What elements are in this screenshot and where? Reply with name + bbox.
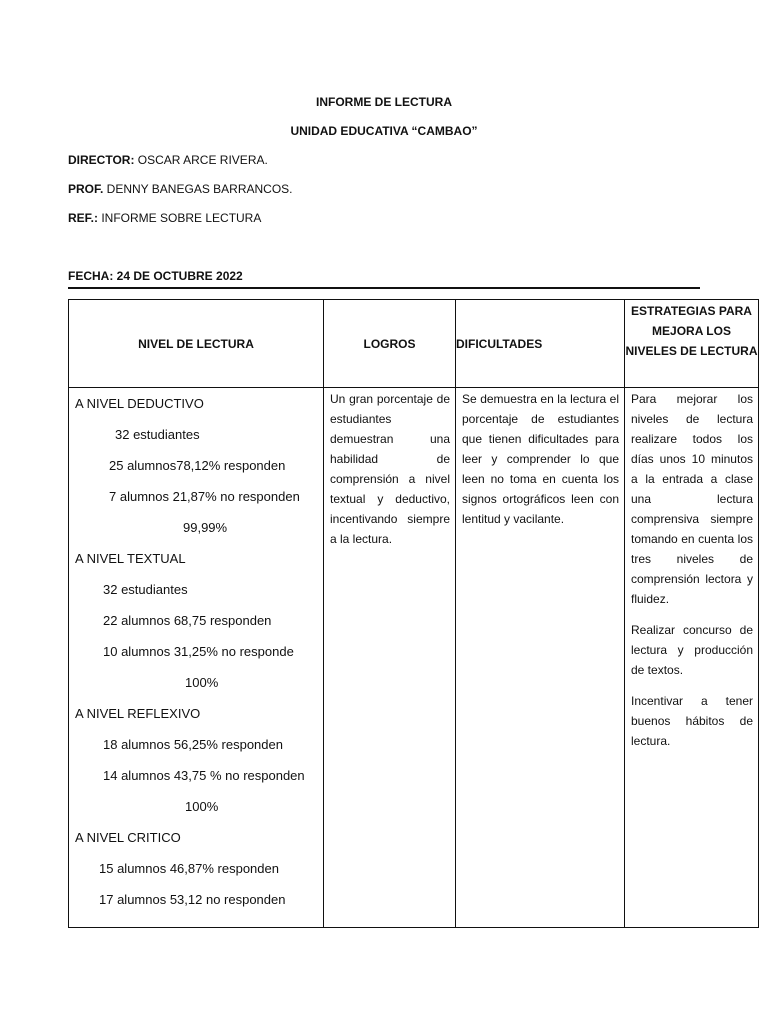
nivel-line: A NIVEL TEXTUAL (75, 551, 186, 566)
header-estrategias: ESTRATEGIAS PARA MEJORA LOS NIVELES DE LECTURA (625, 300, 759, 388)
ref-value: INFORME SOBRE LECTURA (98, 211, 262, 225)
nivel-line: 32 estudiantes (115, 427, 200, 442)
nivel-line: 17 alumnos 53,12 no responden (99, 892, 286, 907)
director-line (68, 153, 268, 167)
nivel-line: 25 alumnos78,12% responden (109, 458, 286, 473)
prof-line (68, 182, 293, 196)
nivel-line: 15 alumnos 46,87% responden (99, 861, 279, 876)
nivel-line: A NIVEL DEDUCTIVO (75, 396, 204, 411)
prof-label: PROF. (68, 182, 104, 196)
estrategias-cell (625, 388, 759, 928)
logros-text: Un gran porcentaje de estudiantes demuestran una habilidad de comprensión a nivel textual y deductivo, incentivando siempre a la lectura. (330, 392, 450, 546)
nivel-line: 14 alumnos 43,75 % no responden (103, 768, 305, 783)
nivel-line: 22 alumnos 68,75 responden (103, 613, 272, 628)
header-divider (68, 287, 700, 289)
school-name: UNIDAD EDUCATIVA “CAMBAO” (290, 124, 478, 138)
nivel-line: 18 alumnos 56,25% responden (103, 737, 283, 752)
nivel-line: 100% (185, 675, 219, 690)
ref-label: REF.: (68, 211, 98, 225)
dificultades-cell (456, 388, 625, 928)
dificultades-text: Se demuestra en la lectura el porcentaje de estudiantes que tienen dificultades para leer y comprender lo que leen no toma en cuenta los signos ortográficos leen con lentitud y vacilante. (462, 392, 619, 526)
logros-cell (324, 388, 456, 928)
nivel-line: A NIVEL CRITICO (75, 830, 181, 845)
ref-line (68, 211, 261, 225)
nivel-line: A NIVEL REFLEXIVO (75, 706, 201, 721)
reading-report-table (68, 299, 759, 928)
header-logros: LOGROS (324, 300, 456, 388)
header-nivel: NIVEL DE LECTURA (69, 300, 324, 388)
table-row (69, 388, 759, 928)
estrategia-item: Incentivar a tener buenos hábitos de lectura. (631, 694, 753, 748)
date-line: FECHA: 24 DE OCTUBRE 2022 (68, 269, 243, 283)
table-header-row (69, 300, 759, 388)
nivel-line: 100% (185, 799, 219, 814)
estrategia-item: Realizar concurso de lectura y producción de textos. (631, 623, 753, 677)
nivel-line: 7 alumnos 21,87% no responden (109, 489, 300, 504)
nivel-line: 32 estudiantes (103, 582, 188, 597)
header-dificultades: DIFICULTADES (456, 300, 625, 388)
nivel-cell (69, 388, 324, 928)
report-title: INFORME DE LECTURA (316, 95, 452, 109)
nivel-line: 10 alumnos 31,25% no responde (103, 644, 294, 659)
director-value: OSCAR ARCE RIVERA. (134, 153, 268, 167)
director-label: DIRECTOR: (68, 153, 135, 167)
estrategia-item: Para mejorar los niveles de lectura realizare todos los días unos 10 minutos a la entrada a clase una lectura comprensiva siempre tomando en cuenta los tres niveles de comprensión lectora y fluidez. (631, 392, 753, 606)
prof-value: DENNY BANEGAS BARRANCOS. (103, 182, 293, 196)
nivel-line: 99,99% (183, 520, 228, 535)
